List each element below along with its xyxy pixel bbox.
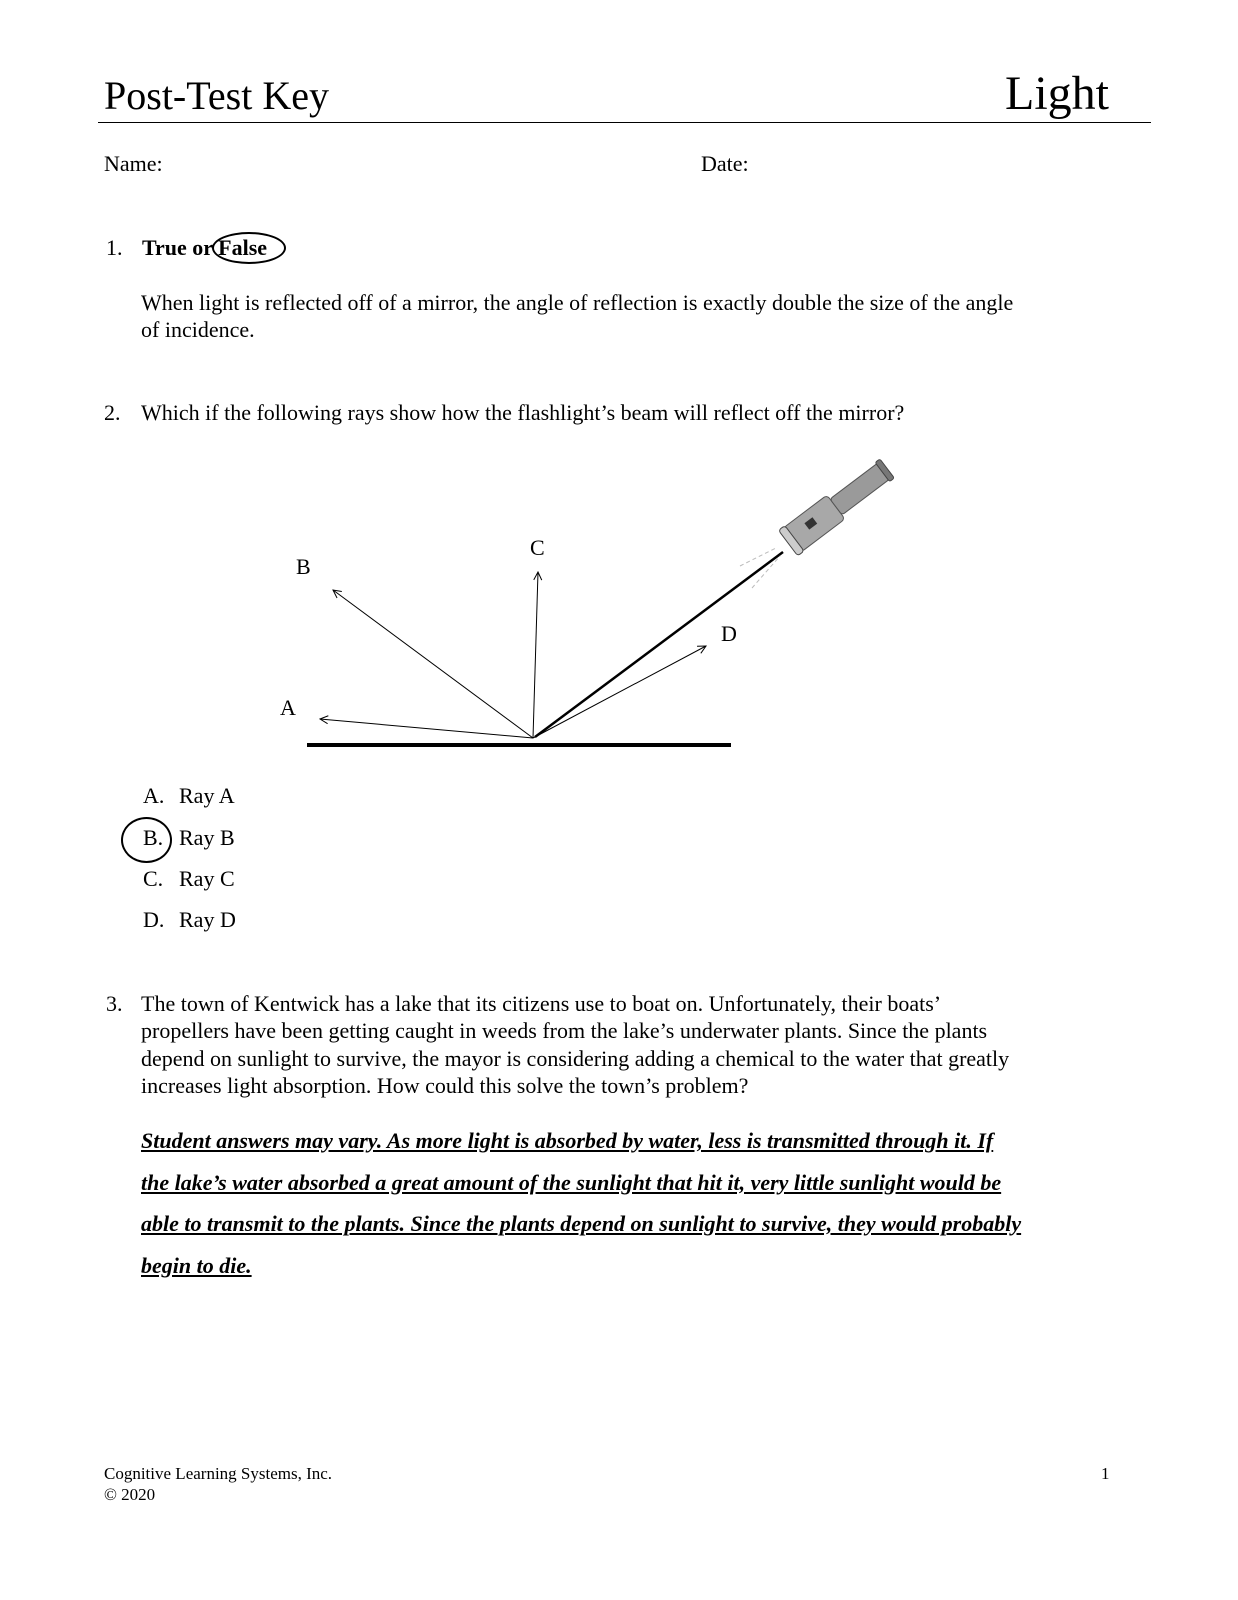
flashlight-icon	[740, 456, 897, 588]
answer-key-text	[141, 1120, 1116, 1286]
answer-line: begin to die.	[141, 1252, 252, 1278]
question-prompt-line: propellers have been getting caught in weeds from the lake’s underwater plants. Since the plants	[141, 1018, 988, 1043]
question-prompt-line: depend on sunlight to survive, the mayor is considering adding a chemical to the water that greatly	[141, 1046, 1010, 1071]
question-number: 2.	[104, 400, 121, 425]
footer-company: Cognitive Learning Systems, Inc.	[104, 1464, 333, 1483]
question-prompt-line: The town of Kentwick has a lake that its citizens use to boat on. Unfortunately, their boats’	[141, 991, 942, 1016]
question-number: 1.	[106, 235, 123, 260]
incident-beam	[535, 552, 783, 737]
footer-copyright: © 2020	[104, 1485, 156, 1504]
label-b: B	[296, 554, 311, 579]
option-text: Ray B	[179, 825, 235, 850]
option-text: Ray A	[179, 783, 235, 808]
ray-b	[333, 590, 533, 738]
question-prompt-line: increases light absorption. How could this solve the town’s problem?	[141, 1073, 749, 1098]
question-heading: True or False	[142, 235, 268, 260]
label-c: C	[530, 535, 545, 560]
question-prompt-line: When light is reflected off of a mirror, the angle of reflection is exactly double the size of the angle	[141, 290, 1014, 315]
option-letter: D.	[143, 907, 165, 932]
option-letter: C.	[143, 866, 164, 891]
date-label: Date:	[701, 151, 749, 176]
option-text: Ray C	[179, 866, 235, 891]
option-letter: A.	[143, 783, 165, 808]
page-number: 1	[1101, 1464, 1110, 1483]
answer-line: able to transmit to the plants. Since the plants depend on sunlight to survive, they would probably	[141, 1211, 1022, 1236]
question-prompt-line: of incidence.	[141, 317, 255, 342]
option-letter: B.	[143, 825, 164, 850]
ray-c	[533, 572, 538, 738]
label-a: A	[280, 695, 296, 720]
ray-a	[320, 719, 533, 738]
page-title: Post-Test Key	[104, 73, 329, 118]
answer-line: Student answers may vary. As more light is absorbed by water, less is transmitted through it. If	[141, 1128, 994, 1153]
subject-title: Light	[1005, 67, 1109, 120]
question-number: 3.	[106, 991, 123, 1016]
option-text: Ray D	[179, 907, 236, 932]
answer-line: the lake’s water absorbed a great amount of the sunlight that hit it, very little sunlight would be	[141, 1169, 1002, 1195]
name-label: Name:	[104, 151, 163, 176]
ray-d	[533, 646, 706, 738]
label-d: D	[721, 621, 737, 646]
question-prompt: Which if the following rays show how the flashlight’s beam will reflect off the mirror?	[141, 400, 905, 425]
